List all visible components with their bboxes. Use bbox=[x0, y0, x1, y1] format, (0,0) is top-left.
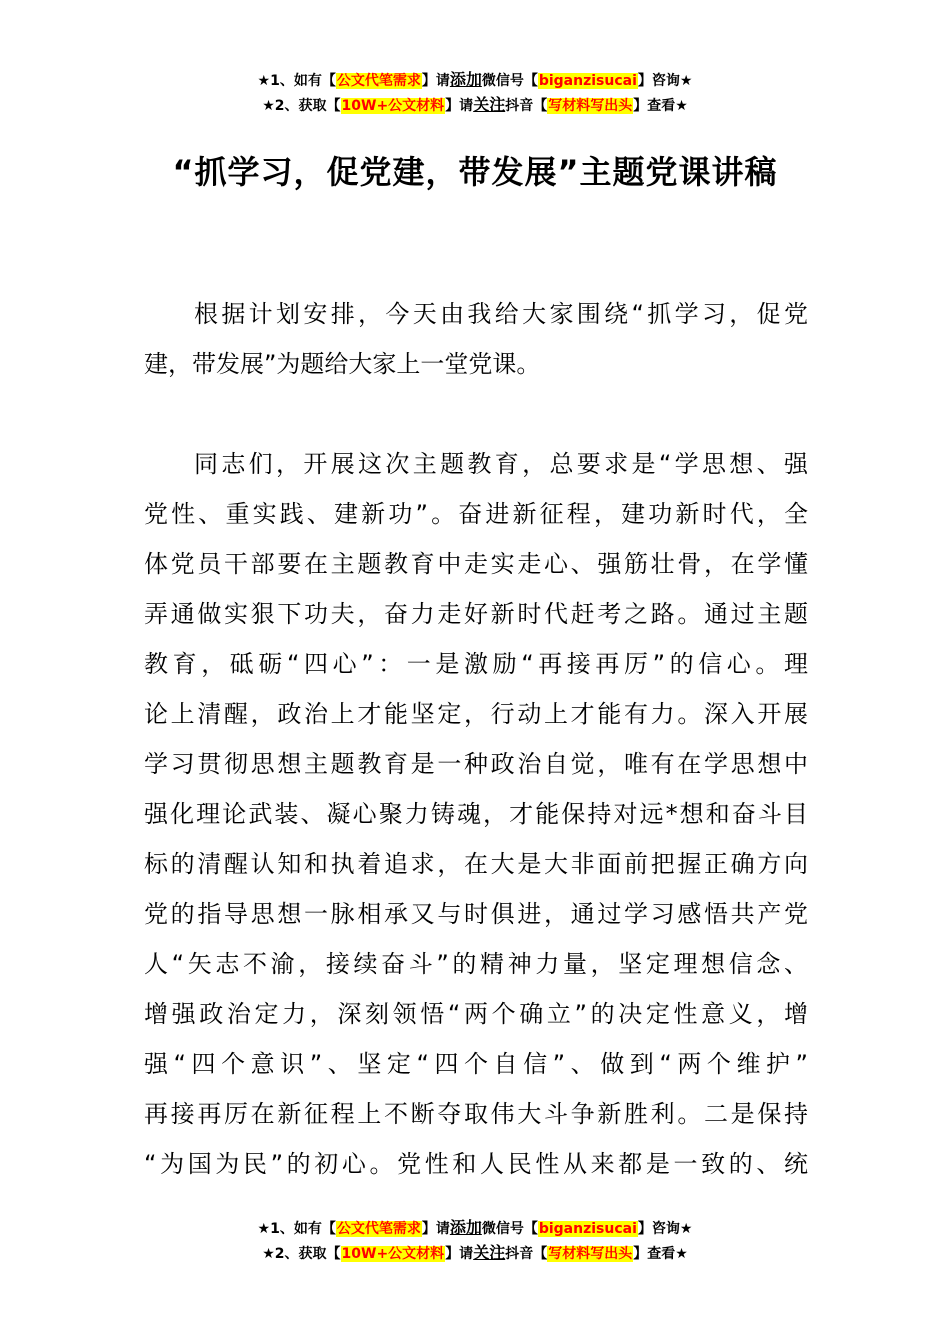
paragraph-line: 根据计划安排，今天由我给大家围绕“抓学习，促党 bbox=[194, 300, 808, 328]
highlight-wechat-id: biganzisucai bbox=[538, 1221, 637, 1237]
promo-text: 微信号【 bbox=[481, 73, 538, 89]
highlight-service: 公文代笔需求 bbox=[336, 1221, 421, 1237]
paragraph-line: 人“矢志不渝，接续奋斗”的精神力量，坚定理想信念、 bbox=[144, 950, 808, 978]
highlight-douyin-account: 写材料写出头 bbox=[548, 1246, 633, 1262]
promo-text: 】请 bbox=[445, 98, 474, 114]
promo-text: 】查看★ bbox=[633, 98, 688, 114]
promo-emphasis: 添加 bbox=[449, 1218, 482, 1237]
promo-line-2 bbox=[0, 93, 950, 118]
paragraph-line: 增强政治定力，深刻领悟“两个确立”的决定性意义，增 bbox=[144, 1000, 808, 1028]
paragraph-line: 党的指导思想一脉相承又与时俱进，通过学习感悟共产党 bbox=[144, 900, 808, 928]
promo-text: 】请 bbox=[421, 1221, 450, 1237]
paragraph-main bbox=[144, 439, 808, 1189]
paragraph-line: 体党员干部要在主题教育中走实走心、强筋壮骨，在学懂 bbox=[144, 550, 808, 578]
promo-text: ★2、获取【 bbox=[262, 1246, 341, 1262]
promo-banner-bottom bbox=[0, 1216, 950, 1266]
highlight-douyin-account: 写材料写出头 bbox=[548, 98, 633, 114]
promo-text: 】咨询★ bbox=[637, 1221, 693, 1237]
promo-emphasis: 关注 bbox=[473, 95, 506, 114]
promo-text: ★1、如有【 bbox=[257, 73, 336, 89]
paragraph-line: 标的清醒认知和执着追求，在大是大非面前把握正确方向 bbox=[144, 850, 808, 878]
paragraph-line: 党性、重实践、建新功”。奋进新征程，建功新时代，全 bbox=[144, 500, 808, 528]
promo-text: 】咨询★ bbox=[637, 73, 693, 89]
paragraph-line: 同志们，开展这次主题教育，总要求是“学思想、强 bbox=[194, 450, 808, 478]
promo-text: ★1、如有【 bbox=[257, 1221, 336, 1237]
highlight-wechat-id: biganzisucai bbox=[538, 73, 637, 89]
promo-line-1 bbox=[0, 68, 950, 93]
promo-text: 】请 bbox=[421, 73, 450, 89]
promo-text: 微信号【 bbox=[481, 1221, 538, 1237]
paragraph-line: 弄通做实狠下功夫，奋力走好新时代赶考之路。通过主题 bbox=[144, 600, 808, 628]
highlight-materials: 10W+公文材料 bbox=[341, 1246, 445, 1262]
promo-line-1 bbox=[0, 1216, 950, 1241]
paragraph-line: 强“四个意识”、坚定“四个自信”、做到“两个维护” bbox=[144, 1050, 808, 1078]
promo-emphasis: 添加 bbox=[449, 70, 482, 89]
promo-text: 】查看★ bbox=[633, 1246, 688, 1262]
promo-banner-top bbox=[0, 68, 950, 118]
paragraph-line: 学习贯彻思想主题教育是一种政治自觉，唯有在学思想中 bbox=[144, 750, 808, 778]
promo-emphasis: 关注 bbox=[473, 1243, 506, 1262]
promo-text: ★2、获取【 bbox=[262, 98, 341, 114]
paragraph-line: 教育，砥砺“四心”：一是激励“再接再厉”的信心。理 bbox=[144, 650, 808, 678]
promo-text: 】请 bbox=[445, 1246, 474, 1262]
highlight-service: 公文代笔需求 bbox=[336, 73, 421, 89]
paragraph-line: “为国为民”的初心。党性和人民性从来都是一致的、统 bbox=[144, 1150, 808, 1178]
paragraph-line: 再接再厉在新征程上不断夺取伟大斗争新胜利。二是保持 bbox=[144, 1100, 808, 1128]
highlight-materials: 10W+公文材料 bbox=[341, 98, 445, 114]
document-title: “抓学习，促党建，带发展”主题党课讲稿 bbox=[172, 153, 778, 191]
paragraph-intro bbox=[144, 289, 808, 389]
paragraph-line: 强化理论武装、凝心聚力铸魂，才能保持对远*想和奋斗目 bbox=[144, 800, 808, 828]
promo-line-2 bbox=[0, 1241, 950, 1266]
paragraph-line: 建，带发展”为题给大家上一堂党课。 bbox=[144, 350, 541, 378]
promo-text: 抖音【 bbox=[505, 98, 548, 114]
promo-text: 抖音【 bbox=[505, 1246, 548, 1262]
paragraph-line: 论上清醒，政治上才能坚定，行动上才能有力。深入开展 bbox=[144, 700, 808, 728]
